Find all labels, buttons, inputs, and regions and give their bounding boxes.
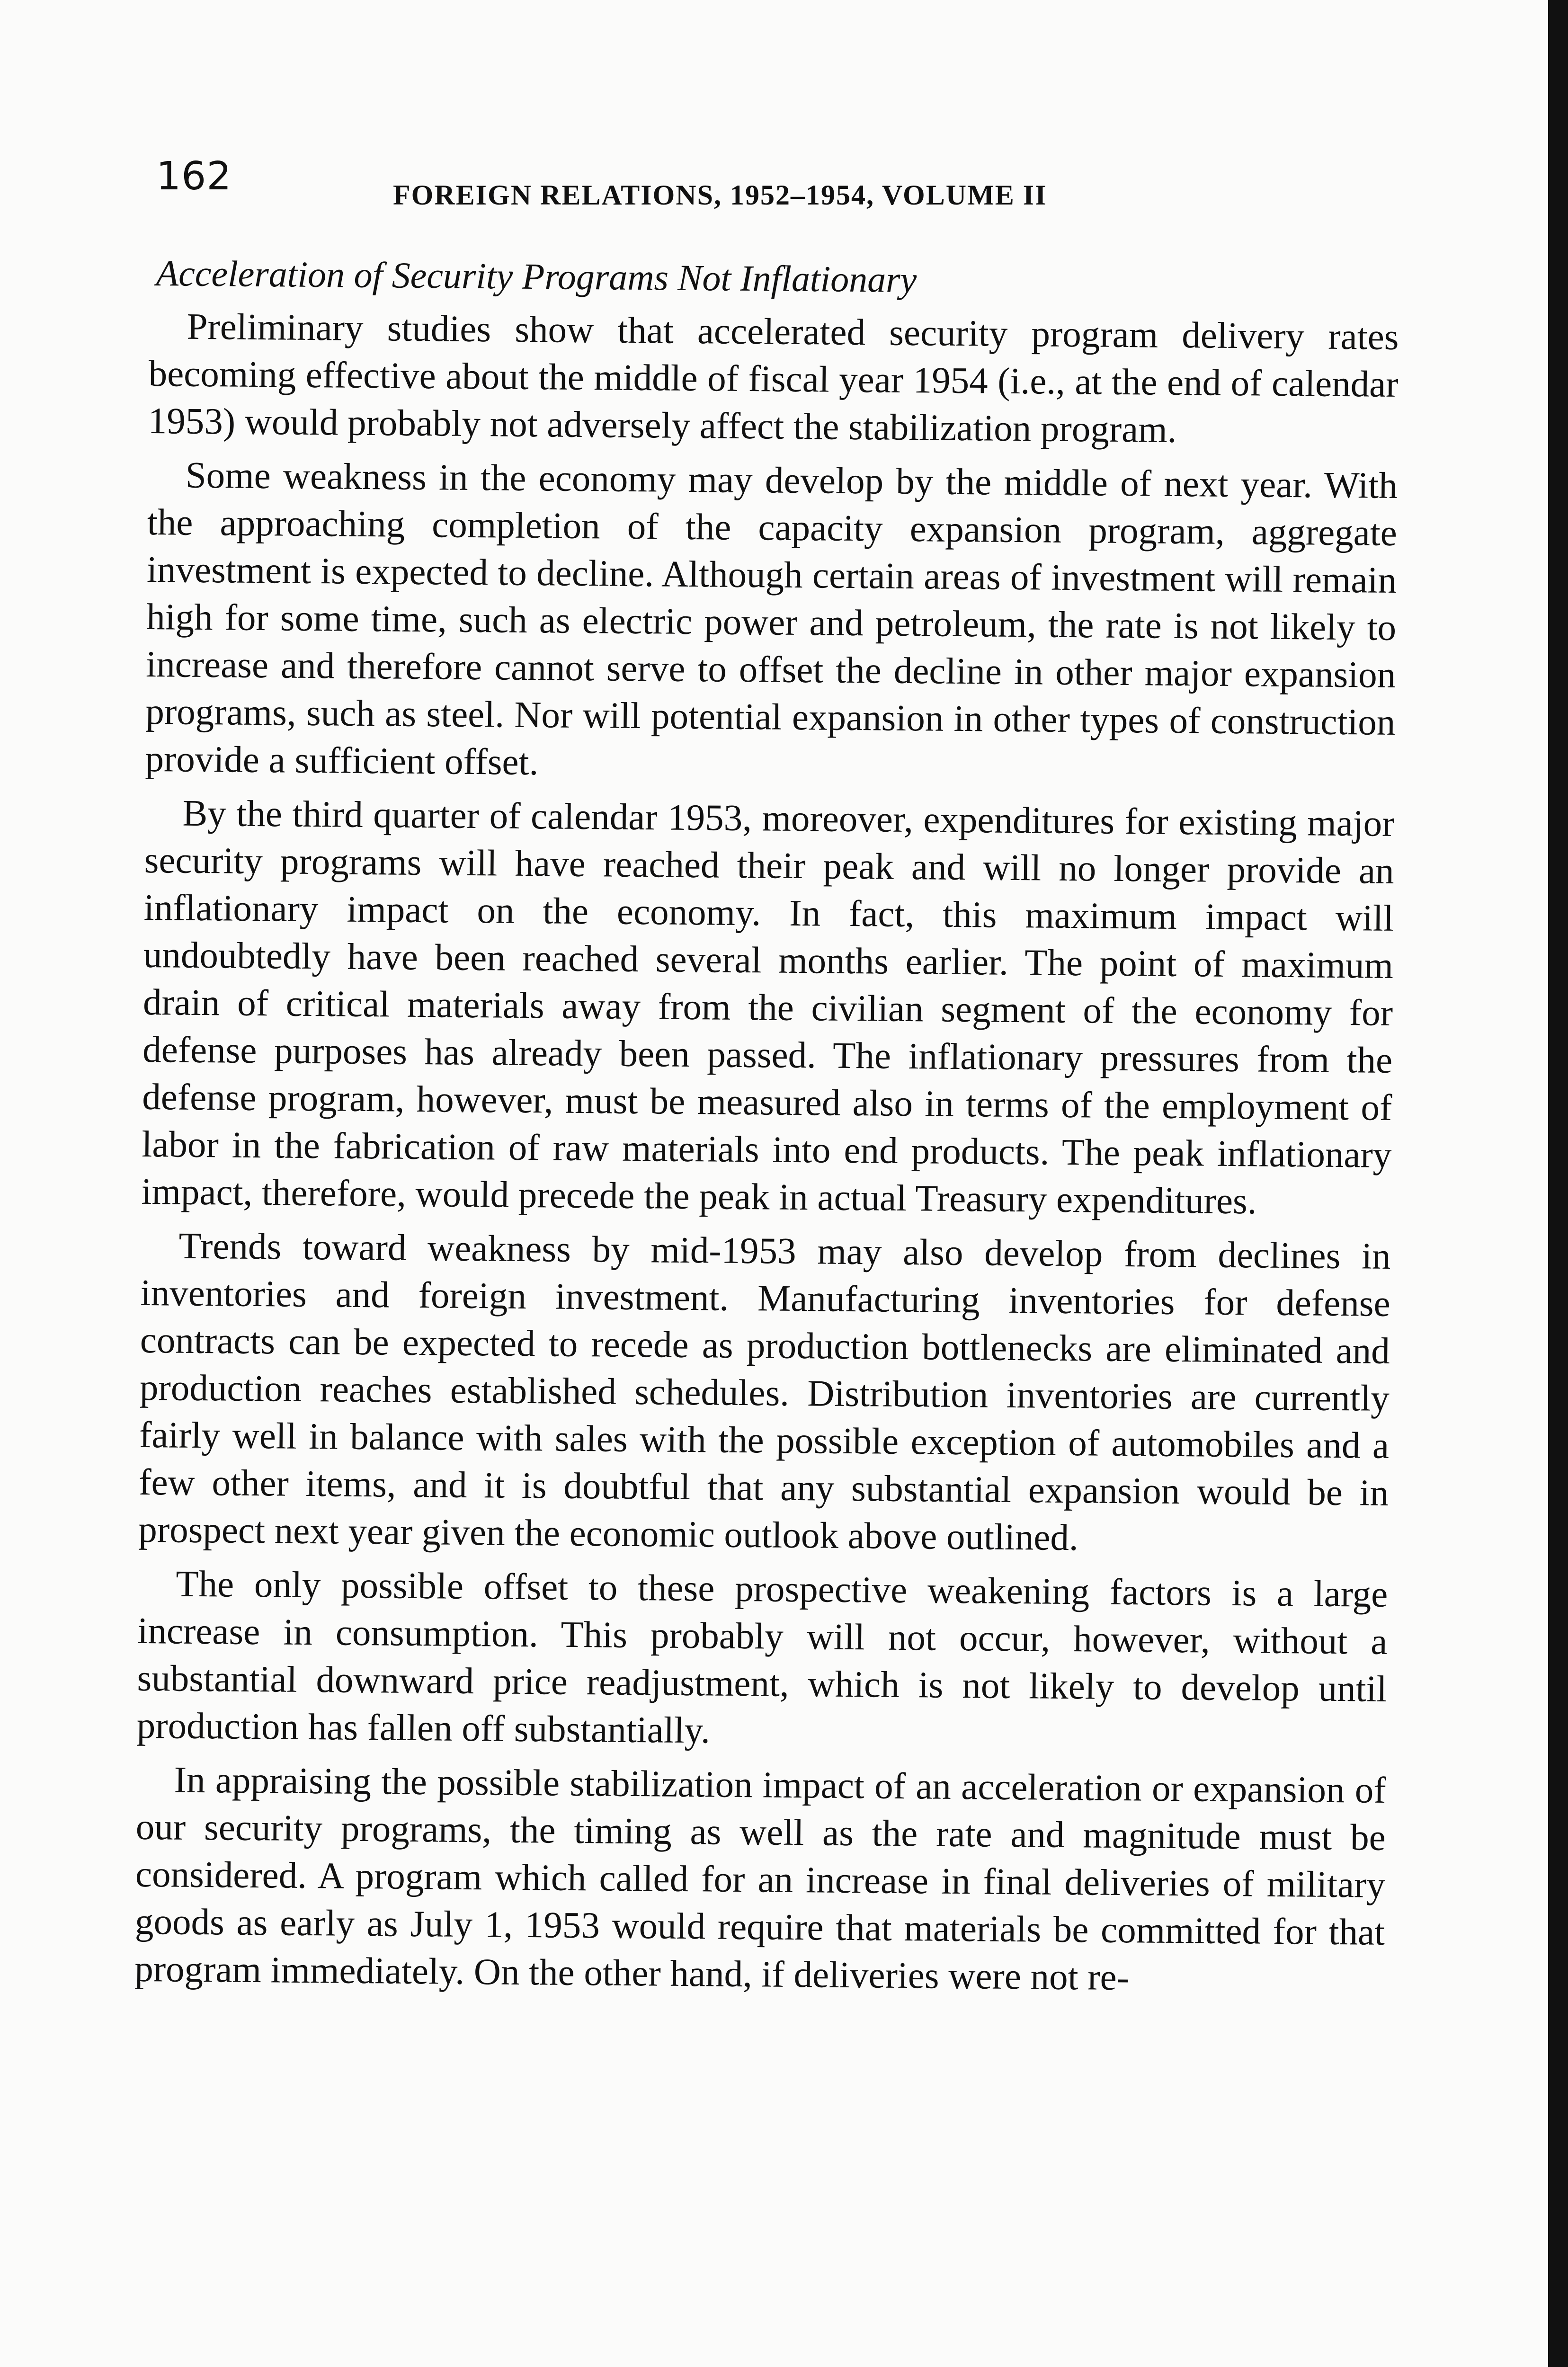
body-text xyxy=(134,303,1399,2011)
paragraph: The only possible offset to these prospective weakening factors is a large increase in consumption. This probably will not occur, however, without a substantial downward price readjustment, which is not likely to develop until production has fallen off substantially. xyxy=(136,1563,1388,1752)
scan-edge-bar xyxy=(1548,0,1568,2367)
page-number: 162 xyxy=(156,154,232,199)
paragraph: In appraising the possible stabilization impact of an acceleration or expansion of our security programs, the timing as well as the rate and magnitude must be considered. A program which called for an increase in final deliveries of military goods as early as July 1, 1953 would require that materials be committed for that program immediately. On the other hand, if deliveries were not re- xyxy=(134,1759,1387,1999)
paragraph: Some weakness in the economy may develop by the middle of next year. With the approaching completion of the capacity expansion program, aggregate investment is expected to decline. Although certain areas of investment will remain high for some time, such as electric power and petroleum, the rate is not likely to increase and therefore cannot serve to offset the decline in other major expansion programs, such as steel. Nor will potential expansion in other types of construction provide a sufficient offset. xyxy=(145,454,1398,783)
section-title: Acceleration of Security Programs Not Inflationary xyxy=(156,252,917,301)
running-head: FOREIGN RELATIONS, 1952–1954, VOLUME II xyxy=(393,179,1047,211)
paragraph: Preliminary studies show that accelerated security program delivery rates becoming effective about the middle of fiscal year 1954 (i.e., at the end of calendar 1953) would probably not adversely affect the stabilization program. xyxy=(148,306,1399,451)
paragraph: By the third quarter of calendar 1953, moreover, expenditures for existing major security programs will have reached their peak and will no longer provide an inflationary impact on the economy. In fact, this maximum impact will undoubtedly have been reached several months earlier. The point of maximum drain of critical materials away from the civilian segment of the economy for defense purposes has already been passed. The inflationary pressures from the defense program, however, must be measured also in terms of the employment of labor in the fabrication of raw materials into end products. The peak inflationary impact, therefore, would precede the peak in actual Treasury expenditures. xyxy=(141,792,1395,1222)
paragraph: Trends toward weakness by mid-1953 may also develop from declines in inventories and foreign investment. Manufacturing inventories for defense contracts can be expected to recede as production bottlenecks are eliminated and production reaches established schedules. Distribution inventories are currently fairly well in balance with sales with the possible exception of automobiles and a few other items, and it is doubtful that any substantial expansion would be in prospect next year given the economic outlook above outlined. xyxy=(138,1225,1391,1559)
